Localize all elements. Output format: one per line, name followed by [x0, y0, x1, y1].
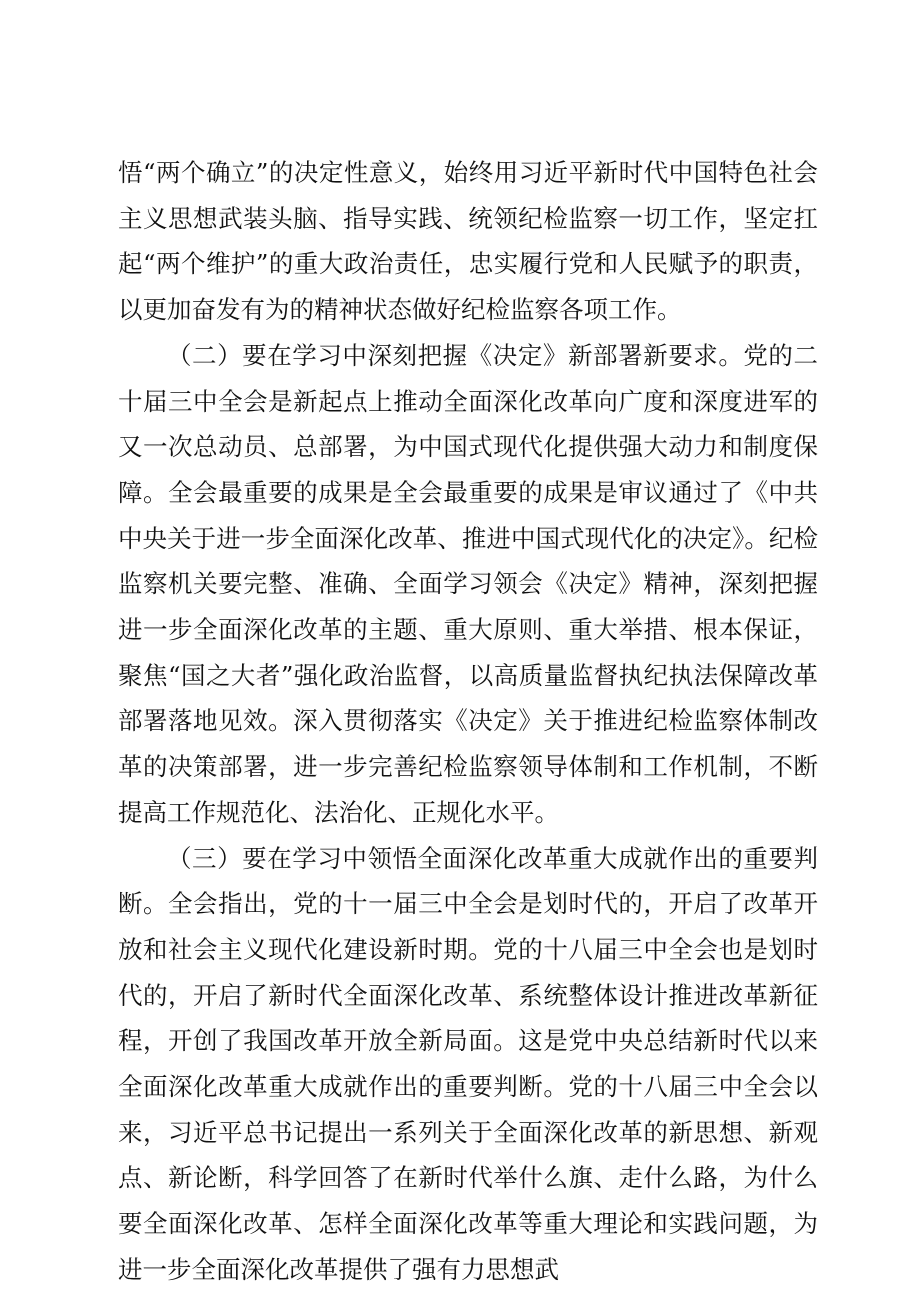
- body-text: [118, 150, 818, 1293]
- paragraph-section-three: （三）要在学习中领悟全面深化改革重大成就作出的重要判断。全会指出，党的十一届三中全会是划时代的，开启了改革开放和社会主义现代化建设新时期。党的十八届三中全会也是划时代的，开启了新时代全面深化改革、系统整体设计推进改革新征程，开创了我国改革开放全新局面。这是党中央总结新时代以来全面深化改革重大成就作出的重要判断。党的十八届三中全会以来，习近平总书记提出一系列关于全面深化改革的新思想、新观点、新论断，科学回答了在新时代举什么旗、走什么路，为什么要全面深化改革、怎样全面深化改革等重大理论和实践问题，为进一步全面深化改革提供了强有力思想武: [118, 843, 818, 1284]
- paragraph-continuation: 悟“两个确立”的决定性意义，始终用习近平新时代中国特色社会主义思想武装头脑、指导实践、统领纪检监察一切工作，坚定扛起“两个维护”的重大政治责任，忠实履行党和人民赋予的职责，以更加奋发有为的精神状态做好纪检监察各项工作。: [118, 158, 818, 325]
- paragraph-section-two: （二）要在学习中深刻把握《决定》新部署新要求。党的二十届三中全会是新起点上推动全面深化改革向广度和深度进军的又一次总动员、总部署，为中国式现代化提供强大动力和制度保障。全会最重要的成果是全会最重要的成果是审议通过了《中共中央关于进一步全面深化改革、推进中国式现代化的决定》。纪检监察机关要完整、准确、全面学习领会《决定》精神，深刻把握进一步全面深化改革的主题、重大原则、重大举措、根本保证，聚焦“国之大者”强化政治监督，以高质量监督执纪执法保障改革部署落地见效。深入贯彻落实《决定》关于推进纪检监察体制改革的决策部署，进一步完善纪检监察领导体制和工作机制，不断提高工作规范化、法治化、正规化水平。: [118, 340, 818, 827]
